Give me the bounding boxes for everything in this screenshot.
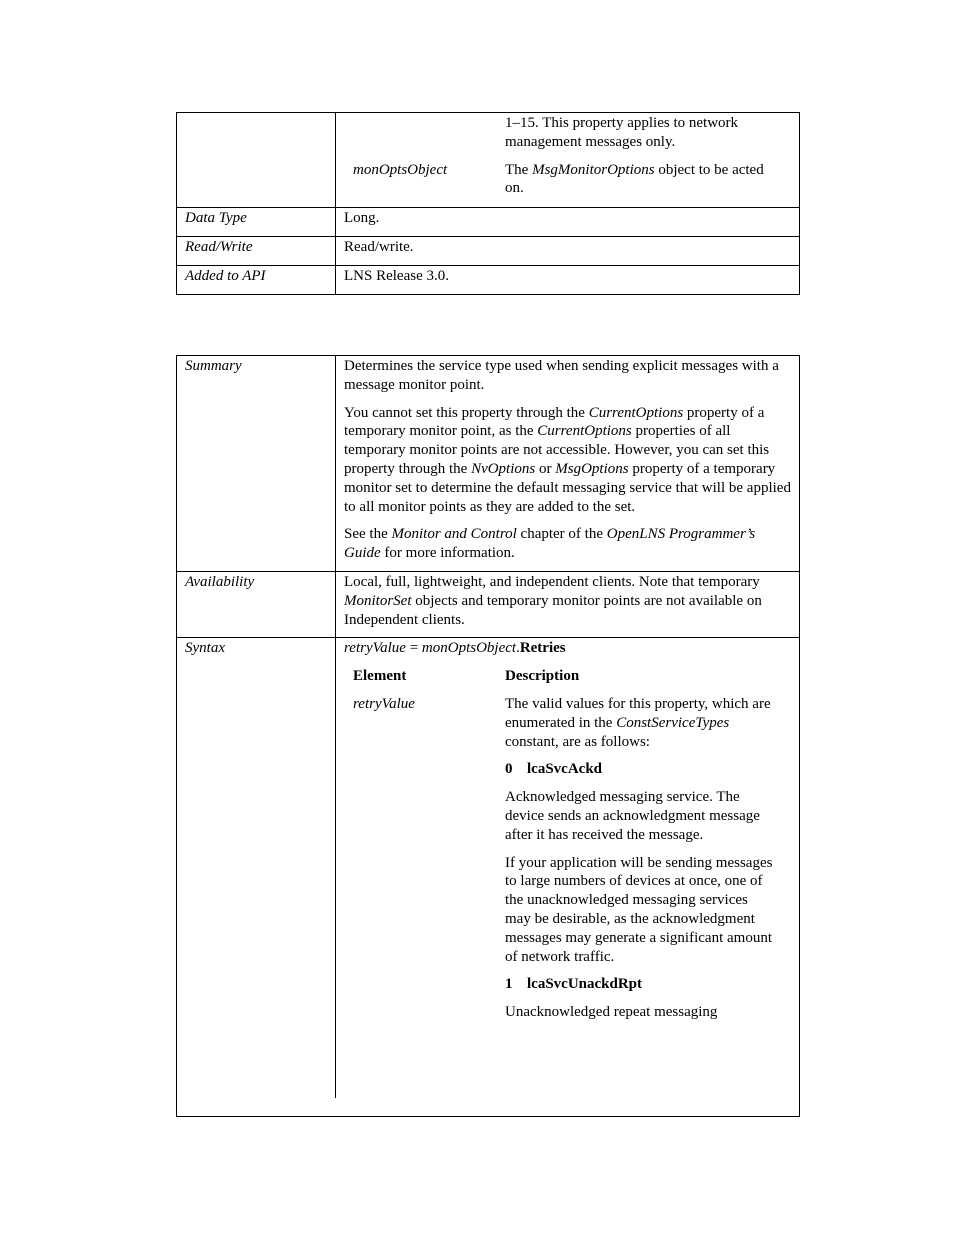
enum-value-description: Acknowledged messaging service. The device sends an acknowledgment message after it has received the message. [505, 789, 760, 843]
availability-row [177, 571, 799, 637]
summary-paragraph: Determines the service type used when sending explicit messages with a message monitor point. [344, 358, 779, 393]
row-label: Data Type [177, 208, 336, 236]
data-type-row [177, 207, 799, 236]
row-label: Added to API [177, 266, 336, 294]
param-row [344, 114, 791, 152]
syntax-expression: retryValue = monOptsObject.Retries [344, 640, 566, 657]
param-row [344, 161, 791, 199]
summary-paragraph: You cannot set this property through the CurrentOptions property of a temporary monitor point, as the CurrentOptions properties of all temporary monitor points are not accessible. However, you can set this property through the NvOptions or MsgOptions property of a temporary monitor set to determine the default messaging service that will be applied to all monitor points as they are added to the set. [344, 404, 791, 515]
summary-paragraph: See the Monitor and Control chapter of the OpenLNS Programmer’s Guide for more information. [344, 526, 756, 562]
param-description: 1–15. This property applies to network management messages only. [505, 115, 739, 150]
element-column-header: Element [353, 668, 407, 685]
row-label: Summary [177, 356, 336, 571]
row-value: LNS Release 3.0. [344, 267, 449, 284]
row-label: Availability [177, 572, 336, 637]
element-name: retryValue [353, 695, 415, 712]
enum-value-heading: 1 lcaSvcUnackdRpt [505, 976, 643, 993]
row-label: Read/Write [177, 237, 336, 265]
row-label-empty [177, 113, 336, 207]
enum-value-description: If your application will be sending messages to large numbers of devices at once, one of the unacknowledged messaging services may be desirable, as the acknowledgment messages may generate a significant amount of network traffic. [505, 854, 773, 965]
row-value [336, 113, 799, 207]
syntax-row [177, 637, 799, 1098]
retries-property-table [176, 355, 800, 1117]
enum-value-description: Unacknowledged repeat messaging [505, 1004, 718, 1021]
param-name: monOptsObject [353, 161, 448, 178]
row-label: Syntax [177, 638, 336, 1098]
row-value [336, 356, 799, 571]
param-name-empty [344, 114, 505, 152]
added-to-api-row [177, 265, 799, 294]
description-column-header: Description [505, 668, 580, 685]
element-description: The valid values for this property, which are enumerated in the ConstServiceTypes constant, are as follows: 0 lcaSvcAckd Acknowledged messaging service. The device sends an acknowledgment message after it has received the message. If your application will be sending messages to large numbers of devices at once, one of the unacknowledged messaging services may be desirable, as the acknowledgment messages may generate a significant amount of network traffic. 1 lcaSvcUnackdRpt Unacknowledged repeat messaging [505, 695, 791, 1022]
summary-row [177, 356, 799, 571]
row-value: Local, full, lightweight, and independent clients. Note that temporary MonitorSet objects and temporary monitor points are not available on Independent clients. [344, 573, 762, 628]
element-row [344, 695, 791, 1022]
row-value: Read/write. [344, 238, 414, 255]
param-description: The MsgMonitorOptions object to be acted on. [505, 161, 764, 197]
row-value [336, 638, 799, 1098]
read-write-row [177, 236, 799, 265]
properties-table-continued [176, 112, 800, 295]
row-value: Long. [344, 210, 380, 227]
element-header-row [344, 667, 791, 686]
syntax-continued-row [177, 113, 799, 207]
enum-value-heading: 0 lcaSvcAckd [505, 761, 602, 778]
